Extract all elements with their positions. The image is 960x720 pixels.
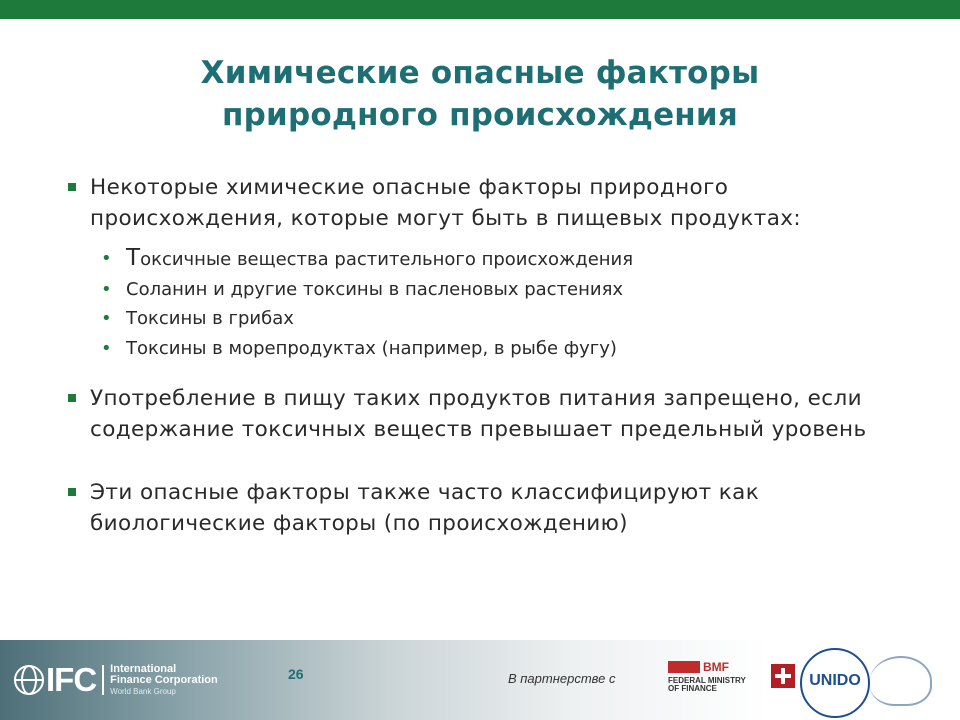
dot-bullet-icon: •	[101, 337, 112, 359]
ifc-name-line-1: International	[110, 662, 177, 675]
bmf-fullname	[668, 677, 756, 693]
top-accent-bar	[0, 0, 960, 19]
dot-bullet-icon: •	[101, 278, 112, 300]
dot-bullet-icon: •	[101, 248, 112, 269]
logo-divider	[102, 665, 104, 695]
bmf-logo	[668, 660, 756, 696]
sub-item-2-text: Соланин и другие токсины в пасленовых растениях	[126, 278, 624, 300]
sub-item-4-text: Токсины в морепродуктах (например, в рыбе фугу)	[126, 337, 617, 359]
sub-item-4	[101, 334, 928, 364]
ifc-name	[110, 664, 218, 697]
dot-bullet-icon: •	[101, 308, 112, 329]
bullet-2	[68, 383, 928, 445]
ifc-name-line-2: Finance Corporation	[110, 673, 218, 686]
bullet-1-text: Некоторые химические опасные факторы природного происхождения, которые могут быть в пищевых продуктах:	[90, 175, 802, 231]
sub-item-3	[101, 304, 928, 334]
bmf-name: BMF	[703, 660, 729, 674]
slide-title	[0, 52, 960, 136]
sub-item-2	[101, 275, 928, 305]
bullet-3-text: Эти опасные факторы также часто классифицируют как биологические факторы (по происхождению)	[90, 480, 760, 536]
square-bullet-icon	[68, 488, 76, 496]
bullet-2-text: Употребление в пищу таких продуктов питания запрещено, если содержание токсичных веществ превышает предельный уровень	[90, 386, 867, 442]
bullet-3	[68, 477, 928, 539]
sub-item-1	[101, 244, 928, 275]
bmf-line-2: OF FINANCE	[668, 684, 717, 693]
sub-item-1-first-letter: Т	[126, 245, 141, 271]
sub-list	[68, 244, 928, 363]
globe-icon	[14, 665, 44, 695]
bmf-line-1: FEDERAL MINISTRY	[668, 676, 746, 685]
square-bullet-icon	[68, 183, 76, 191]
slide-content	[68, 172, 928, 539]
bullet-1	[68, 172, 928, 234]
title-line-2: природного происхождения	[222, 97, 738, 133]
bmf-mark-icon	[668, 661, 700, 673]
square-bullet-icon	[68, 394, 76, 402]
laurel-wreath-icon	[870, 656, 932, 706]
ifc-logo-text: IFC	[46, 661, 97, 698]
sub-item-1-rest: оксичные вещества растительного происхождения	[140, 249, 634, 270]
ifc-logo	[14, 663, 218, 697]
page-number: 26	[288, 666, 304, 682]
swiss-cross-icon	[771, 664, 795, 688]
sub-item-3-text: Токсины в грибах	[126, 308, 294, 329]
unido-logo	[800, 648, 870, 718]
unido-text: UNIDO	[809, 672, 861, 689]
partner-text: В партнерстве с	[508, 671, 616, 686]
ifc-name-line-3: World Bank Group	[110, 686, 176, 696]
title-line-1: Химические опасные факторы	[200, 55, 760, 91]
